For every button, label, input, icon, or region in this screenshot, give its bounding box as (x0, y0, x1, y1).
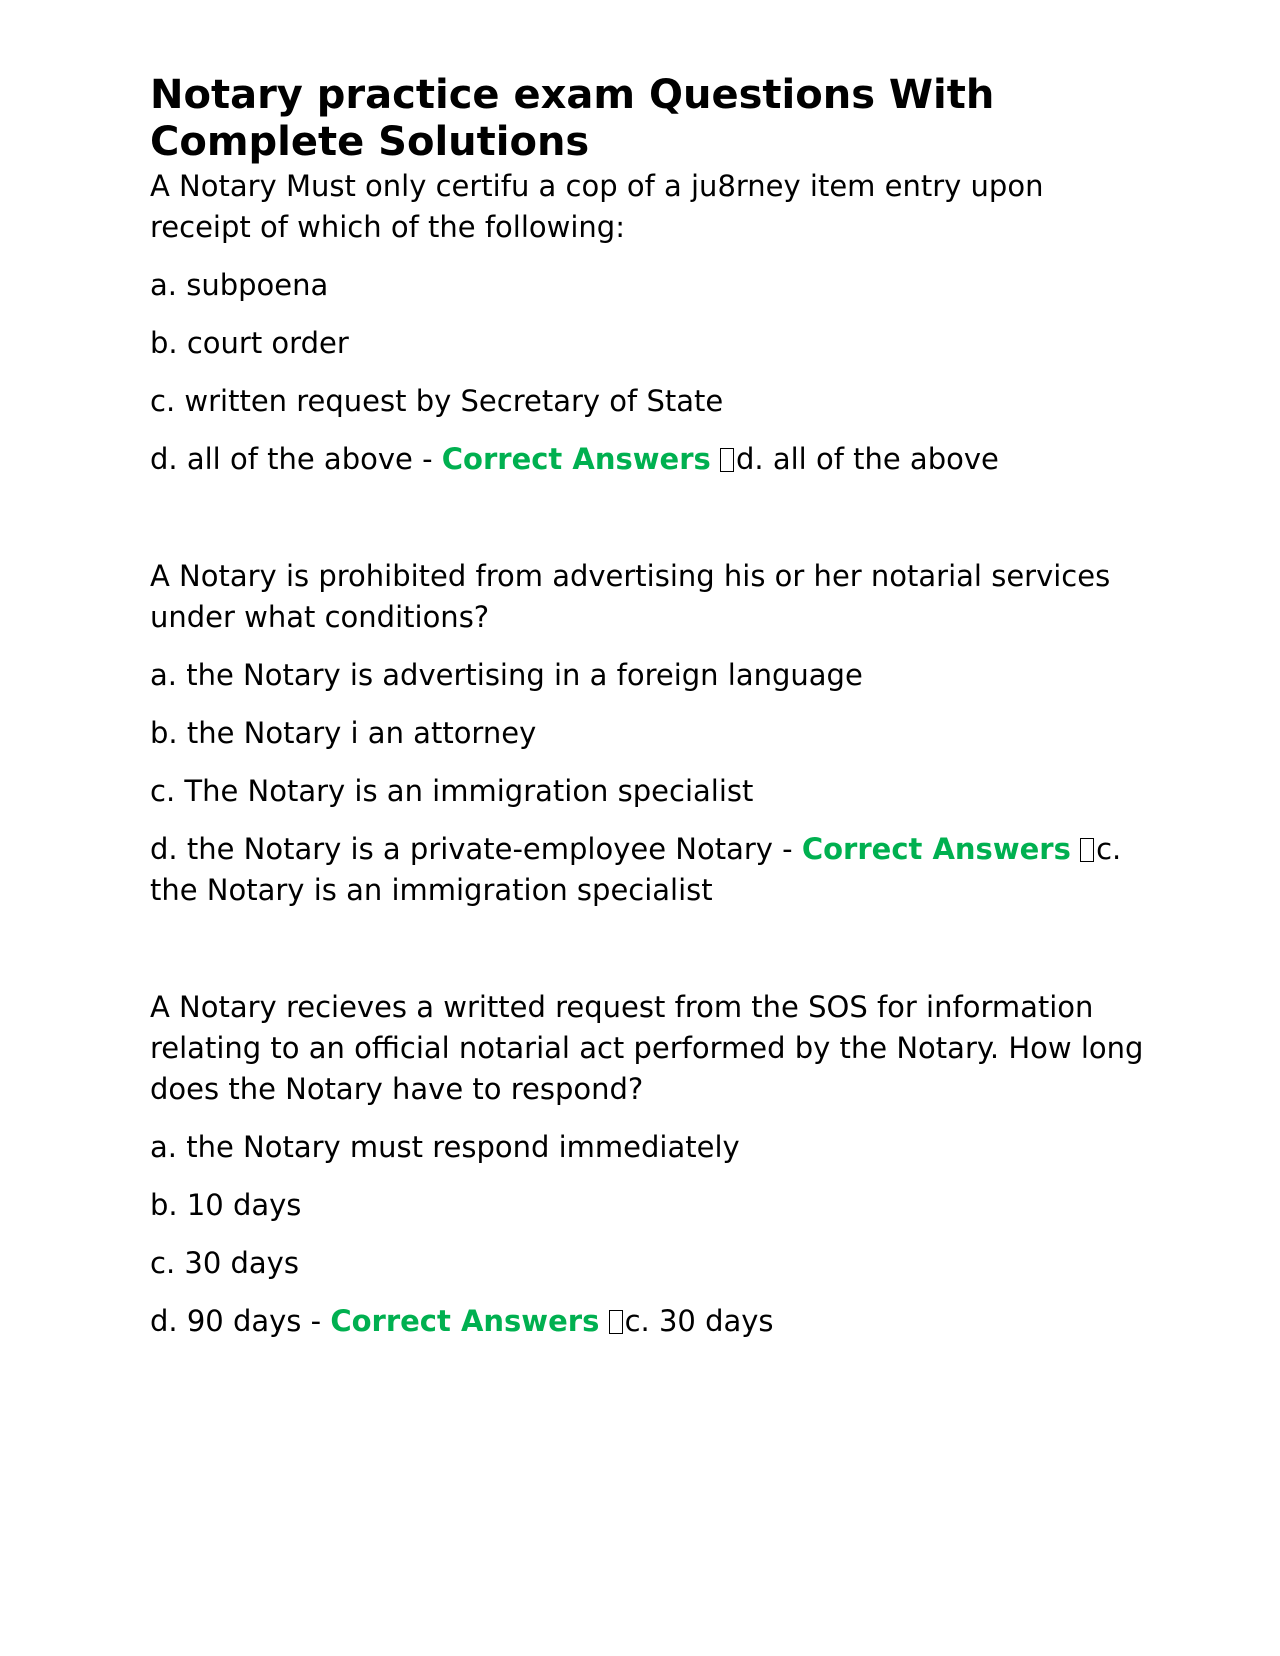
question-block (150, 987, 1150, 1342)
correct-answers-label: Correct Answers (330, 1304, 600, 1338)
option: a. the Notary is advertising in a foreign language (150, 658, 863, 692)
option-text: d. the Notary is a private-employee Notary (150, 832, 773, 866)
option: c. The Notary is an immigration specialist (150, 774, 754, 808)
option: c. written request by Secretary of State (150, 384, 724, 418)
option: b. the Notary i an attorney (150, 716, 537, 750)
answer-separator: - (301, 1304, 331, 1338)
question-block (150, 556, 1150, 911)
answer-text: c. the Notary is an immigration specialist (150, 832, 1122, 907)
answer-text: d. all of the above (736, 442, 999, 476)
question-block (150, 166, 1150, 480)
answer-separator: - (412, 442, 442, 476)
answer-line (150, 829, 1150, 911)
document-title: Notary practice exam Questions With Complete Solutions (150, 72, 995, 165)
option: a. the Notary must respond immediately (150, 1130, 740, 1164)
document-page (150, 72, 1150, 1342)
answer-line (150, 439, 1150, 480)
missing-glyph-icon (720, 448, 734, 472)
option: b. court order (150, 326, 349, 360)
question-text: A Notary Must only certifu a cop of a ju8rney item entry upon receipt of which of the following: (150, 169, 1044, 244)
answer-separator: - (772, 832, 802, 866)
option-text: d. all of the above (150, 442, 413, 476)
question-text: A Notary is prohibited from advertising his or her notarial services under what conditions? (150, 559, 1111, 634)
question-text: A Notary recieves a writted request from the SOS for information relating to an official notarial act performed by the Notary. How long does the Notary have to respond? (150, 990, 1144, 1106)
correct-answers-label: Correct Answers (441, 442, 711, 476)
missing-glyph-icon (1080, 838, 1094, 862)
option-text: d. 90 days (150, 1304, 302, 1338)
option: a. subpoena (150, 268, 329, 302)
correct-answers-label: Correct Answers (801, 832, 1071, 866)
missing-glyph-icon (609, 1310, 623, 1334)
answer-text: c. 30 days (624, 1304, 774, 1338)
option: b. 10 days (150, 1188, 302, 1222)
option: c. 30 days (150, 1246, 299, 1280)
answer-line (150, 1301, 1150, 1342)
